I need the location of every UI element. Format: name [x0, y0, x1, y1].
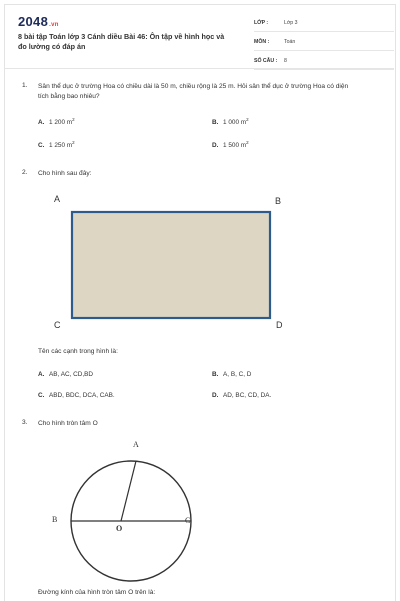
logo-suffix: .vn [49, 22, 59, 28]
rectangle-figure [40, 192, 300, 332]
circle-figure [48, 435, 208, 585]
option-value: AB, AC, CD,BD [49, 371, 94, 378]
option-letter: B. [212, 119, 219, 127]
option-a[interactable] [38, 371, 93, 378]
option-letter: B. [212, 371, 219, 378]
question-text: Cho hình sau đây: [38, 170, 92, 177]
option-value: AD, BC, CD, DA. [223, 392, 272, 399]
option-value: 1 250 m [49, 142, 73, 150]
option-a[interactable] [38, 117, 75, 126]
meta-key: LỚP : [254, 20, 269, 26]
circle-label-a: A [133, 440, 139, 449]
header-divider [4, 68, 394, 69]
option-letter: C. [38, 142, 45, 150]
meta-row-subject [254, 35, 394, 51]
option-letter: C. [38, 392, 45, 399]
circle-label-b: B [52, 515, 58, 524]
option-sup: 2 [72, 140, 75, 145]
site-logo[interactable] [18, 14, 59, 29]
option-c[interactable] [38, 392, 115, 399]
option-sup: 2 [72, 117, 75, 122]
question-number: 3. [22, 419, 28, 426]
question-number: 2. [22, 169, 28, 176]
worksheet-header [18, 14, 386, 74]
option-d[interactable] [212, 392, 271, 399]
question-text: Cho hình tròn tâm O [38, 420, 98, 427]
circle-label-c: C [185, 516, 191, 525]
option-value: A, B, C, D [223, 371, 252, 378]
option-c[interactable] [38, 140, 75, 149]
question-text: Sân thể dục ở trường Hoa có chiều dài là 50 m, chiều rộng là 25 m. Hỏi sân thể dục ở trường Hoa có diện tích bằng bao nhiêu? [38, 83, 349, 100]
option-b[interactable] [212, 371, 251, 378]
worksheet-meta [254, 16, 394, 73]
meta-row-grade [254, 16, 394, 32]
vertex-label-c: C [54, 320, 61, 330]
option-b[interactable] [212, 117, 249, 126]
question-prompt: Tên các cạnh trong hình là: [38, 348, 118, 355]
option-letter: D. [212, 392, 219, 399]
logo-text: 2048 [18, 14, 49, 29]
circle-svg [48, 435, 208, 585]
meta-value: Lớp 3 [284, 20, 298, 26]
vertex-label-d: D [276, 320, 283, 330]
question-number: 1. [22, 82, 28, 89]
option-letter: A. [38, 371, 45, 378]
meta-key: MÔN : [254, 39, 270, 45]
meta-value: Toán [284, 39, 296, 45]
option-letter: D. [212, 142, 219, 150]
option-letter: A. [38, 119, 45, 127]
option-sup: 2 [246, 117, 249, 122]
vertex-label-a: A [54, 194, 61, 204]
circle-label-o: O [116, 524, 123, 533]
option-value: 1 500 m [223, 142, 247, 150]
vertex-label-b: B [275, 196, 282, 206]
option-value: 1 000 m [223, 119, 247, 127]
rectangle-shape [72, 212, 270, 318]
option-sup: 2 [246, 140, 249, 145]
rectangle-svg [40, 192, 300, 332]
meta-key: SỐ CÂU : [254, 58, 278, 64]
option-value: 1 200 m [49, 119, 73, 127]
question-prompt: Đường kính của hình tròn tâm O trên là: [38, 589, 156, 596]
option-d[interactable] [212, 140, 249, 149]
option-value: ABD, BDC, DCA, CAB. [49, 392, 115, 399]
meta-value: 8 [284, 58, 287, 64]
worksheet-title: 8 bài tập Toán lớp 3 Cánh diều Bài 46: Ôn tập về hình học và đo lường có đáp án [18, 32, 225, 51]
